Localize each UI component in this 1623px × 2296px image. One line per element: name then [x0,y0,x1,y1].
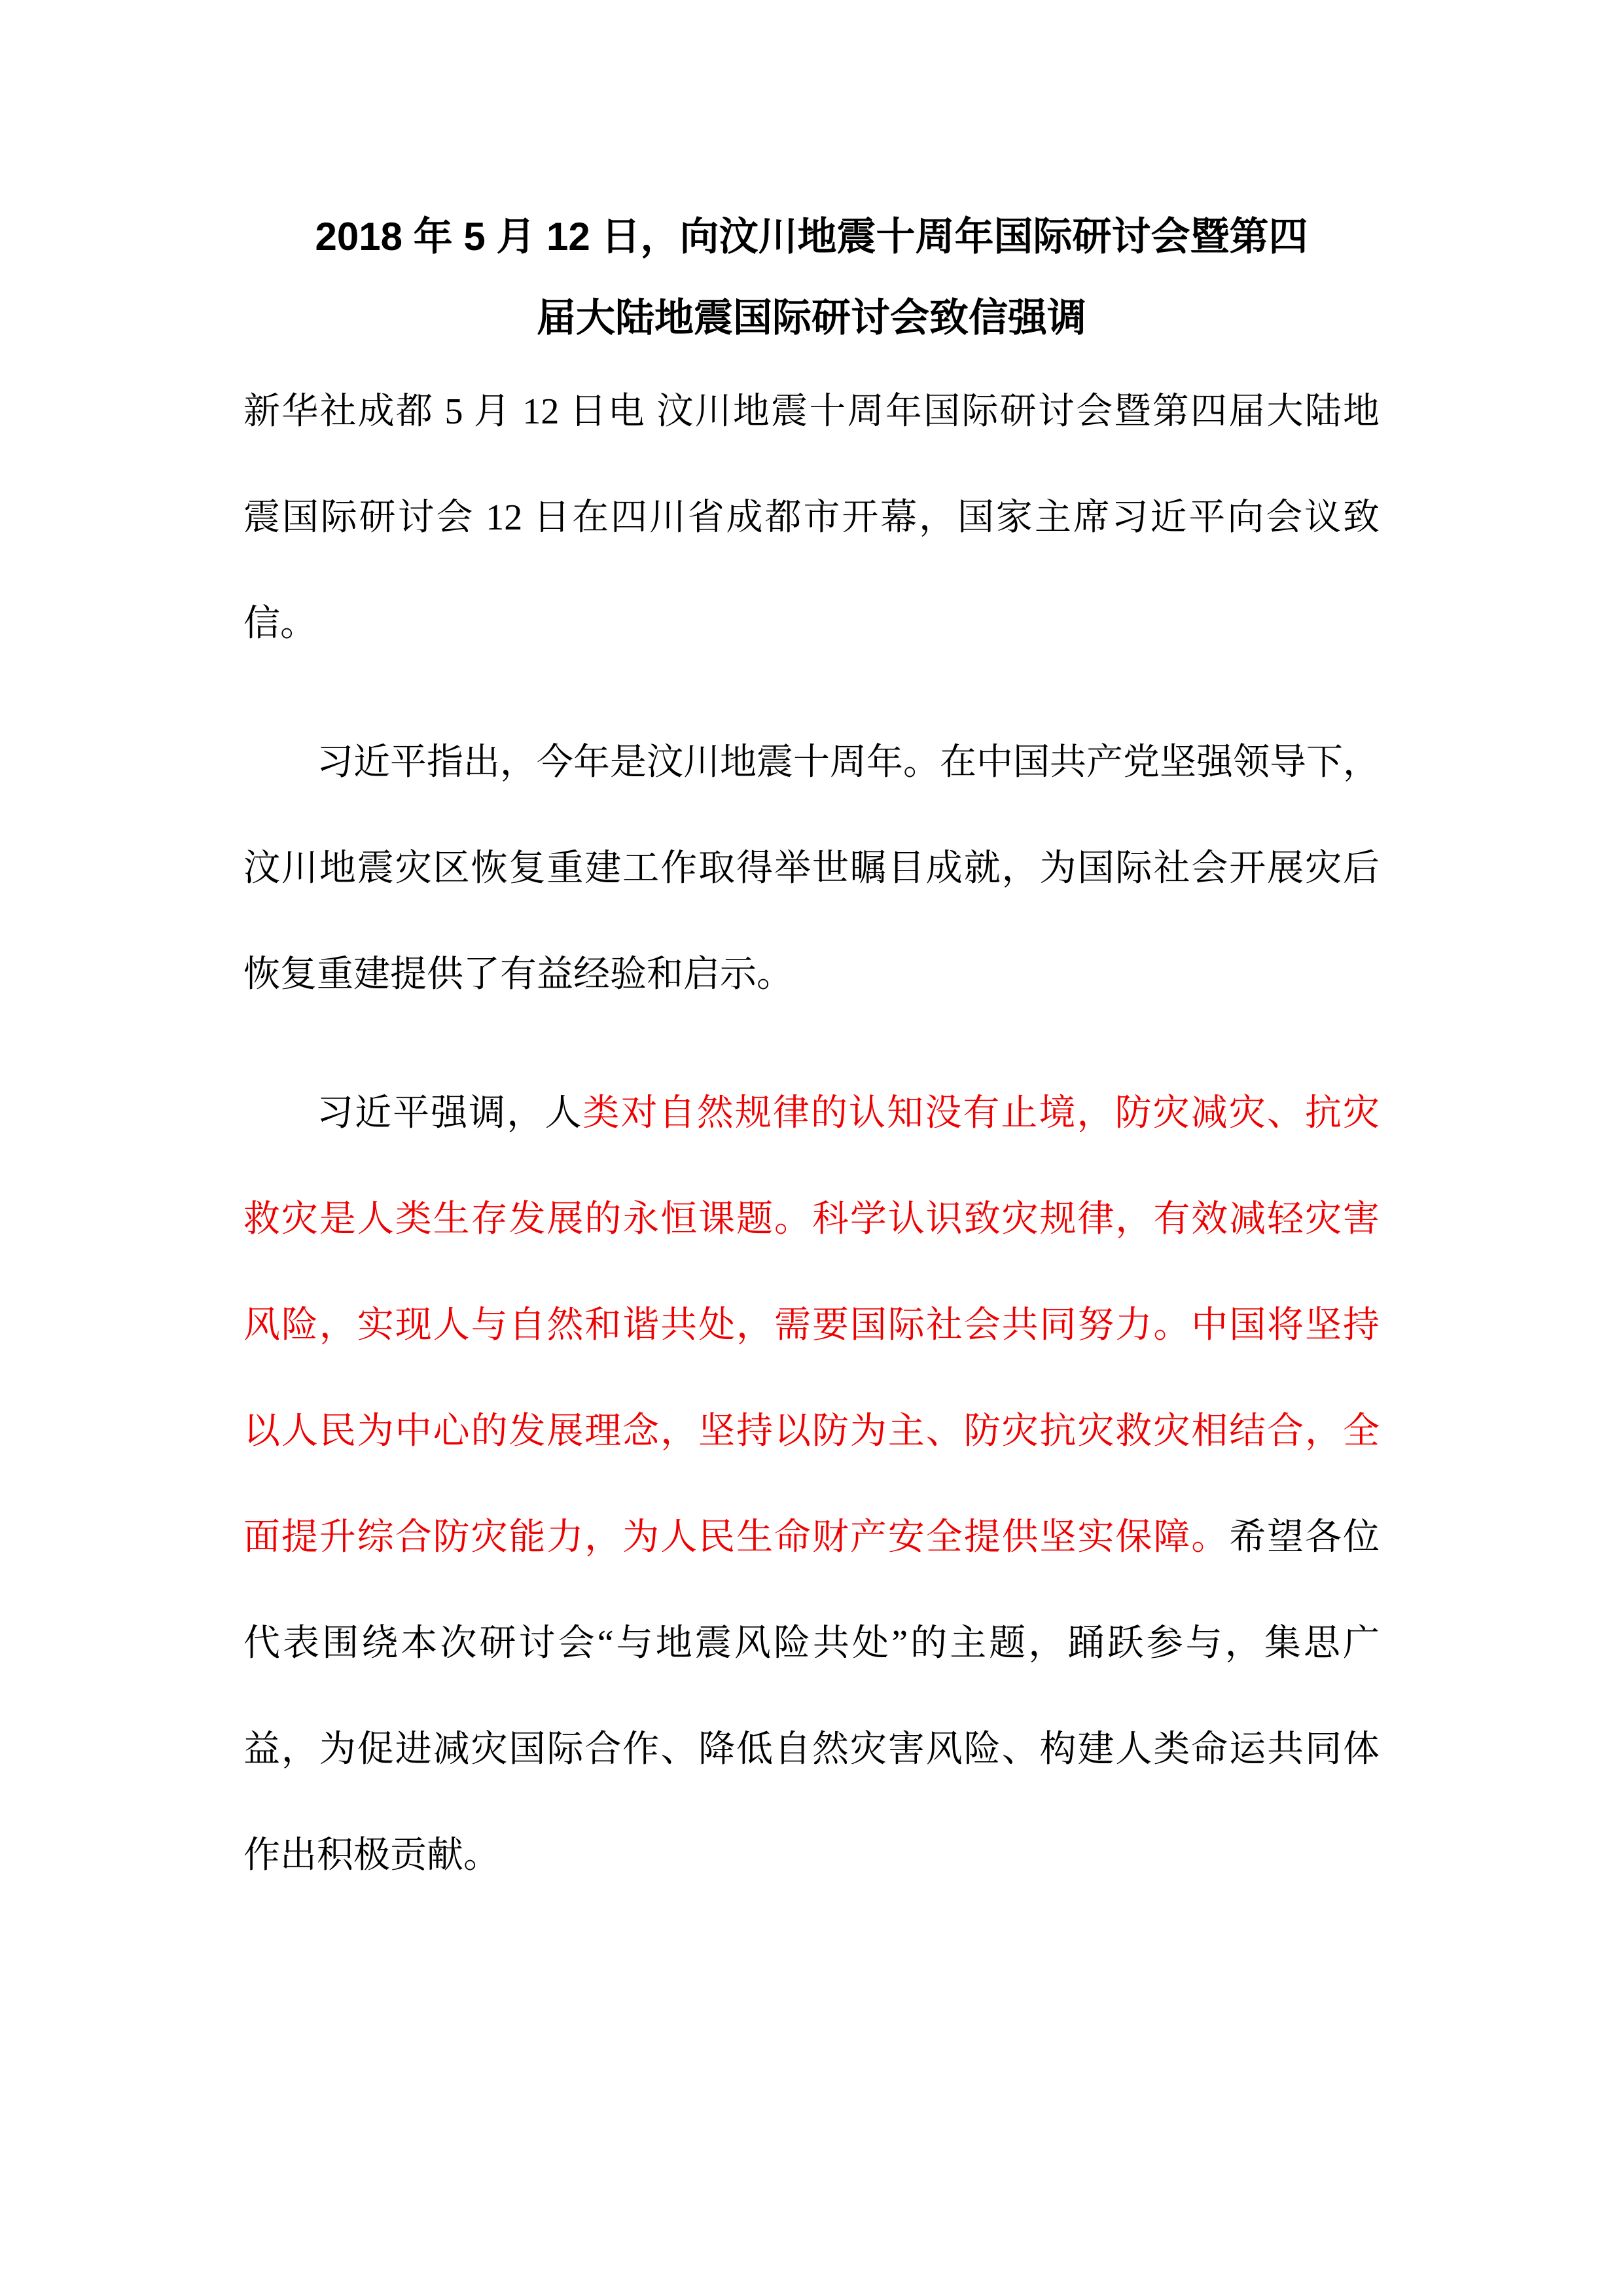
text-run-black: 希望各位 [1229,1517,1380,1558]
paragraph-line [243,1484,1380,1590]
paragraph-1 [243,359,1380,677]
paragraph-line [243,816,1380,922]
text-run-black: 信。 [243,603,317,644]
paragraph-line [243,1378,1380,1484]
paragraph-line [243,1803,1380,1909]
paragraph-line [243,1060,1380,1166]
text-run-red: 类对自然规律的认知没有止境，防灾减灾、抗灾 [582,1093,1380,1134]
text-run-red: 风险，实现人与自然和谐共处，需要国际社会共同努力。中国将坚持 [243,1305,1380,1346]
paragraph-line [243,465,1380,571]
text-run-red: 救灾是人类生存发展的永恒课题。科学认识致灾规律，有效减轻灾害 [243,1199,1380,1240]
text-run-black: 习近平指出，今年是汶川地震十周年。在中国共产党坚强领导下， [317,742,1380,783]
paragraph-line [243,571,1380,677]
paragraph-line [243,1590,1380,1696]
paragraph-line [243,1272,1380,1378]
text-run-black: 益，为促进减灾国际合作、降低自然灾害风险、构建人类命运共同体 [243,1729,1380,1770]
text-run-red: 以人民为中心的发展理念，坚持以防为主、防灾抗灾救灾相结合，全 [243,1411,1380,1452]
paragraph-line [243,709,1380,816]
text-run-black: 代表围绕本次研讨会“与地震风险共处”的主题，踊跃参与，集思广 [243,1623,1380,1664]
text-run-black: 汶川地震灾区恢复重建工作取得举世瞩目成就，为国际社会开展灾后 [243,848,1380,889]
text-run-black: 震国际研讨会 12 日在四川省成都市开幕，国家主席习近平向会议致 [243,497,1380,538]
paragraph-line [243,1696,1380,1803]
paragraph-line [243,922,1380,1028]
paragraph-2 [243,709,1380,1028]
text-run-black: 恢复重建提供了有益经验和启示。 [243,954,793,995]
text-run-black: 新华社成都 5 月 12 日电 汶川地震十周年国际研讨会暨第四届大陆地 [243,391,1380,432]
text-run-red: 面提升综合防灾能力，为人民生命财产安全提供坚实保障。 [243,1517,1230,1558]
document-title [243,196,1380,359]
paragraph-line [243,359,1380,465]
title-line-2: 届大陆地震国际研讨会致信强调 [537,296,1086,340]
paragraph-line [243,1166,1380,1272]
text-run-black: 作出积极贡献。 [243,1835,500,1876]
paragraph-3 [243,1060,1380,1909]
text-run-black: 习近平强调，人 [317,1093,583,1134]
title-line-1: 2018 年 5 月 12 日，向汶川地震十周年国际研讨会暨第四 [315,215,1308,259]
document-body [243,359,1380,1909]
